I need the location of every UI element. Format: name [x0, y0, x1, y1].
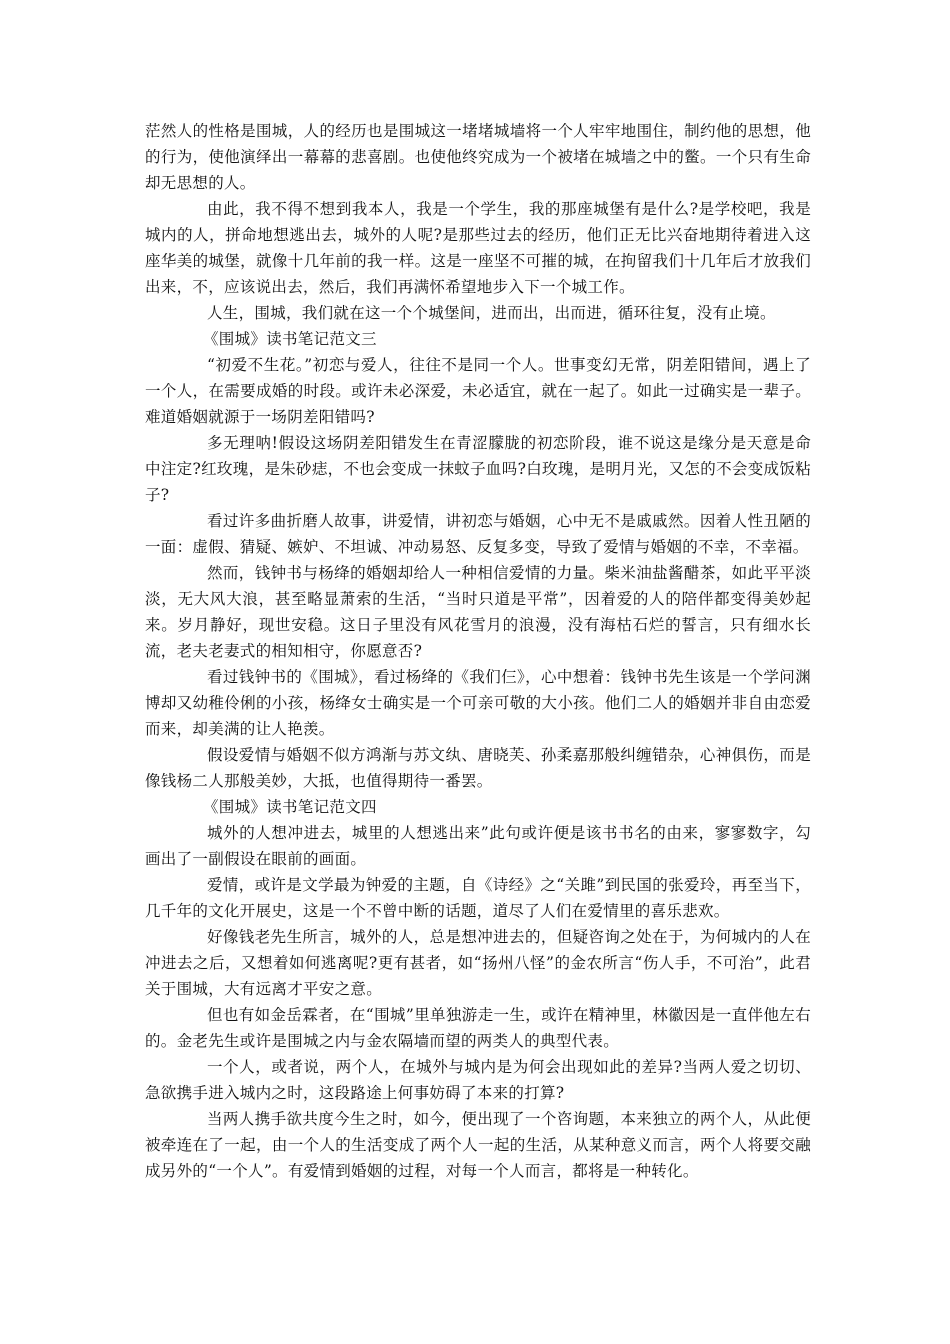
paragraph-5: 多无理呐!假设这场阴差阳错发生在青涩朦胧的初恋阶段，谁不说这是缘分是天意是命中注定?红玫瑰，是朱砂痣，不也会变成一抹蚊子血吗?白玫瑰，是明月光，又怎的不会变成饭粘子?	[145, 434, 811, 504]
paragraph-2: 由此，我不得不想到我本人，我是一个学生，我的那座城堡有是什么?是学校吧，我是城内的人，拼命地想逃出去，城外的人呢?是那些过去的经历，他们正无比兴奋地期待着进入这座华美的城堡，就像十几年前的我一样。这是一座坚不可摧的城，在拘留我们十几年后才放我们出来，不，应该说出去，然后，我们再满怀希望地步入下一个城工作。	[145, 200, 811, 296]
section-heading-4: 《围城》读书笔记范文四	[203, 798, 377, 816]
paragraph-12: 好像钱老先生所言，城外的人，总是想冲进去的，但疑咨询之处在于，为何城内的人在冲进去之后，又想着如何逃离呢?更有甚者，如“扬州八怪”的金农所言“伤人手，不可治”，此君关于围城，大有远离才平安之意。	[145, 928, 811, 998]
paragraph-11: 爱情，或许是文学最为钟爱的主题，自《诗经》之“关雎”到民国的张爱玲，再至当下，几千年的文化开展史，这是一个不曾中断的话题，道尽了人们在爱情里的喜乐悲欢。	[145, 876, 811, 920]
paragraph-9: 假设爱情与婚姻不似方鸿渐与苏文纨、唐晓芙、孙柔嘉那般纠缠错杂，心神俱伤，而是像钱杨二人那般美妙，大抵，也值得期待一番罢。	[145, 746, 811, 790]
paragraph-6: 看过许多曲折磨人故事，讲爱情，讲初恋与婚姻，心中无不是戚戚然。因着人性丑陋的一面：虚假、猜疑、嫉妒、不坦诚、冲动易怒、反复多变，导致了爱情与婚姻的不幸，不幸福。	[145, 512, 811, 556]
section-heading-3: 《围城》读书笔记范文三	[203, 330, 377, 348]
paragraph-3: 人生，围城，我们就在这一个个城堡间，进而出，出而进，循环往复，没有止境。	[207, 304, 776, 322]
paragraph-10: 城外的人想冲进去，城里的人想逃出来”此句或许便是该书书名的由来，寥寥数字，勾画出了一副假设在眼前的画面。	[145, 824, 811, 868]
paragraph-7: 然而，钱钟书与杨绛的婚姻却给人一种相信爱情的力量。柴米油盐酱醋茶，如此平平淡淡，无大风大浪，甚至略显萧索的生活，“当时只道是平常”，因着爱的人的陪伴都变得美妙起来。岁月静好，现世安稳。这日子里没有风花雪月的浪漫，没有海枯石烂的誓言，只有细水长流，老夫老妻式的相知相守，你愿意否?	[145, 564, 811, 660]
paragraph-4: “初爱不生花。”初恋与爱人，往往不是同一个人。世事变幻无常，阴差阳错间，遇上了一个人，在需要成婚的时段。或许未必深爱，未必适宜，就在一起了。如此一过确实是一辈子。难道婚姻就源于一场阴差阳错吗?	[145, 356, 811, 426]
paragraph-14: 一个人，或者说，两个人，在城外与城内是为何会出现如此的差异?当两人爱之切切、急欲携手进入城内之时，这段路途上何事妨碍了本来的打算?	[145, 1058, 811, 1102]
paragraph-1: 茫然人的性格是围城，人的经历也是围城这一堵堵城墙将一个人牢牢地围住，制约他的思想，他的行为，使他演绎出一幕幕的悲喜剧。也使他终究成为一个被堵在城墙之中的鳖。一个只有生命却无思想的人。	[145, 122, 811, 192]
paragraph-13: 但也有如金岳霖者，在“围城”里单独游走一生，或许在精神里，林徽因是一直伴他左右的。金老先生或许是围城之内与金农隔墙而望的两类人的典型代表。	[145, 1006, 811, 1050]
paragraph-8: 看过钱钟书的《围城》，看过杨绛的《我们仨》，心中想着：钱钟书先生该是一个学问渊博却又幼稚伶俐的小孩，杨绛女士确实是一个可亲可敬的大小孩。他们二人的婚姻并非自由恋爱而来，却美满的让人艳羡。	[145, 668, 811, 738]
paragraph-15: 当两人携手欲共度今生之时，如今，便出现了一个咨询题，本来独立的两个人，从此便被牵连在了一起，由一个人的生活变成了两个人一起的生活，从某种意义而言，两个人将要交融成另外的“一个人”。有爱情到婚姻的过程，对每一个人而言，都将是一种转化。	[145, 1110, 811, 1180]
document-page	[145, 118, 811, 1184]
